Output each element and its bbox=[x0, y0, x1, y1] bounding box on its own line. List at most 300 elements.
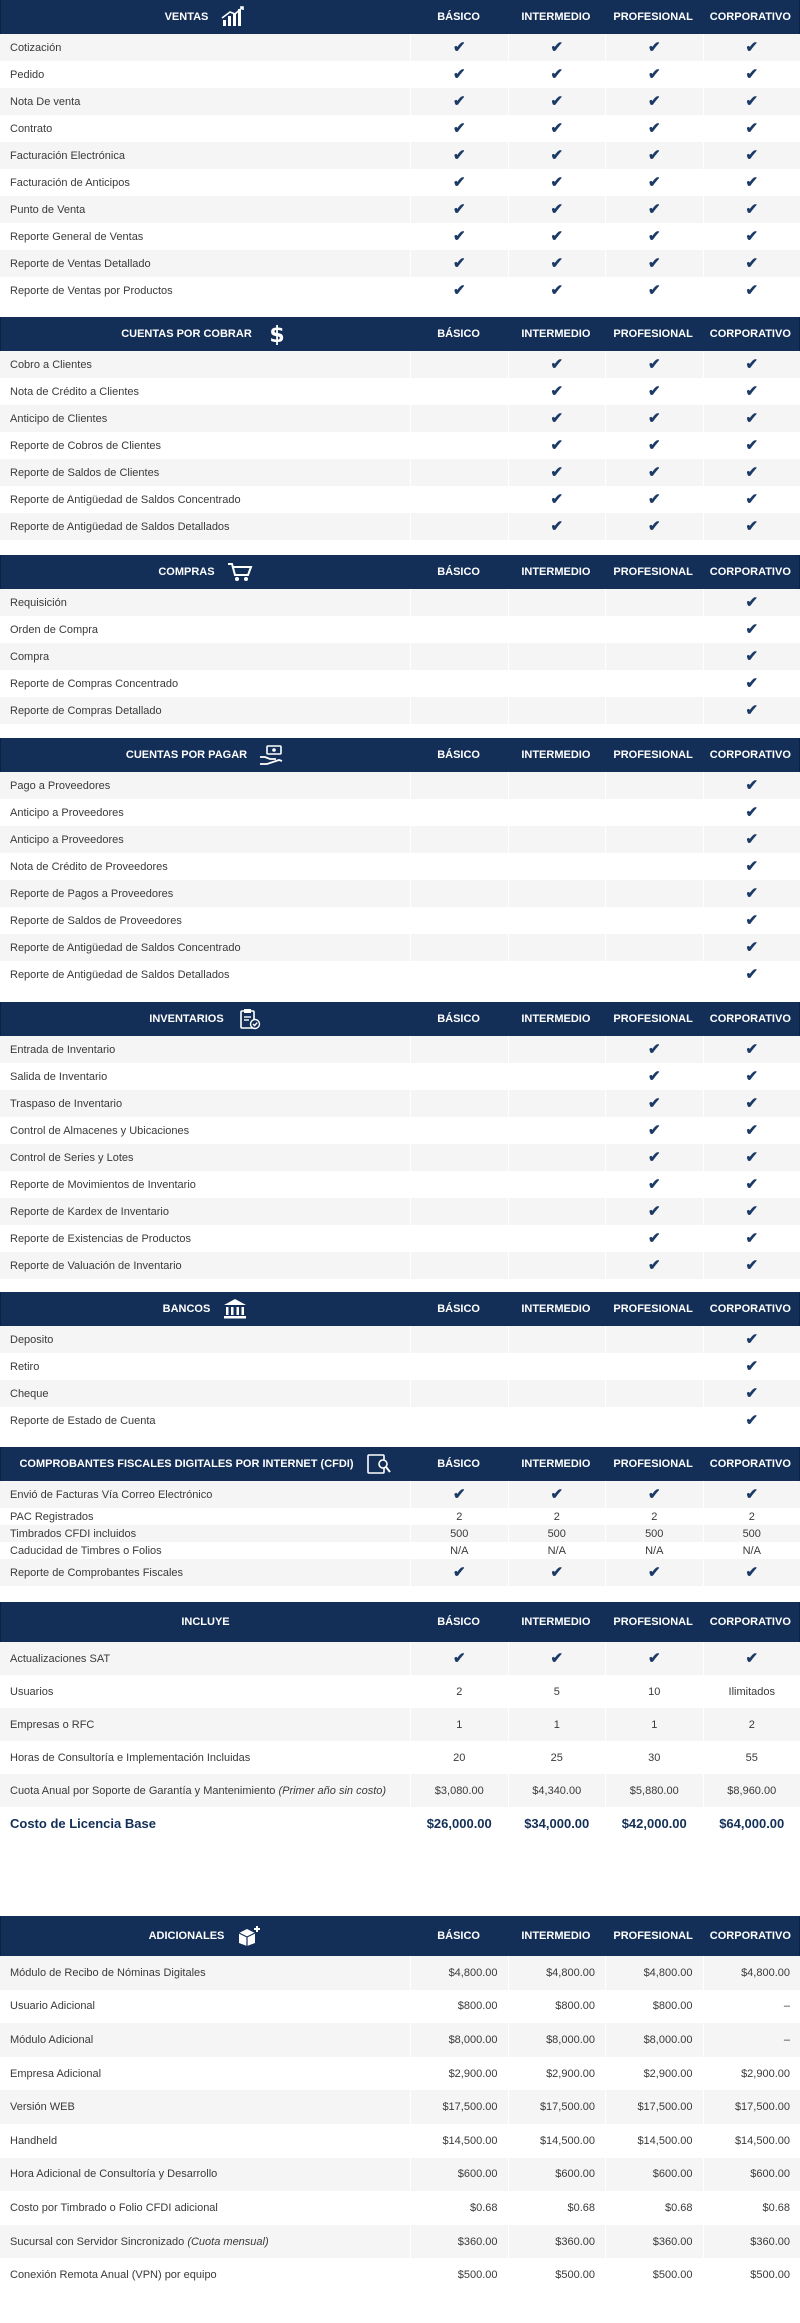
cell-value: $2,900.00 bbox=[448, 2067, 498, 2080]
cell-value: $600.00 bbox=[750, 2168, 790, 2181]
plan-cell bbox=[508, 2090, 606, 2124]
plan-cell bbox=[703, 2158, 800, 2192]
plan-cell bbox=[703, 880, 800, 907]
plan-cell bbox=[703, 1956, 800, 1990]
checkmark-icon: ✔ bbox=[550, 255, 564, 272]
row-label-text: Reporte de Compras Concentrado bbox=[10, 677, 179, 690]
checkmark-icon: ✔ bbox=[647, 201, 661, 218]
row-label-text: Costo por Timbrado o Folio CFDI adicional bbox=[10, 2201, 218, 2214]
plan-cell bbox=[508, 1642, 606, 1675]
checkmark-icon: ✔ bbox=[452, 39, 466, 56]
row-label bbox=[0, 42, 410, 54]
row-label-text: Anticipo de Clientes bbox=[10, 412, 108, 425]
plan-cell bbox=[605, 2124, 703, 2158]
row-label bbox=[0, 2202, 410, 2214]
cell-value: $8,000.00 bbox=[643, 2033, 693, 2046]
plan-cell bbox=[703, 61, 800, 88]
plan-cell bbox=[410, 1542, 508, 1559]
plan-cell bbox=[410, 1525, 508, 1542]
section-header bbox=[0, 1602, 800, 1642]
row-label bbox=[0, 1567, 410, 1579]
plan-cell bbox=[605, 223, 703, 250]
row-label bbox=[0, 1388, 410, 1400]
plan-cell bbox=[508, 142, 606, 169]
plan-cell bbox=[410, 772, 508, 799]
row-label-text: Requisición bbox=[10, 596, 67, 609]
table-row bbox=[0, 961, 800, 988]
row-label bbox=[0, 2269, 410, 2281]
checkmark-icon: ✔ bbox=[745, 1203, 759, 1220]
checkmark-icon: ✔ bbox=[745, 93, 759, 110]
col-header: CORPORATIVO bbox=[709, 328, 791, 340]
row-label bbox=[0, 96, 410, 108]
col-header: INTERMEDIO bbox=[521, 1013, 591, 1025]
row-label-text: Cheque bbox=[10, 1387, 49, 1400]
checkmark-icon: ✔ bbox=[745, 228, 759, 245]
plan-cell bbox=[703, 1675, 800, 1708]
col-header: INTERMEDIO bbox=[521, 566, 591, 578]
table-row bbox=[0, 513, 800, 540]
cell-value: $600.00 bbox=[457, 2168, 498, 2181]
checkmark-icon: ✔ bbox=[550, 356, 564, 373]
bank-icon bbox=[222, 1298, 248, 1320]
plan-cell bbox=[605, 61, 703, 88]
col-header: PROFESIONAL bbox=[613, 1458, 693, 1470]
plan-cell bbox=[410, 1481, 508, 1508]
checkmark-icon: ✔ bbox=[452, 174, 466, 191]
checkmark-icon: ✔ bbox=[745, 1412, 759, 1429]
row-label bbox=[0, 834, 410, 846]
table-row bbox=[0, 142, 800, 169]
plan-cell bbox=[605, 1063, 703, 1090]
invoice-search-icon bbox=[366, 1453, 392, 1475]
table-row bbox=[0, 853, 800, 880]
cell-value: 2 bbox=[456, 1510, 463, 1523]
plan-cell bbox=[605, 459, 703, 486]
col-header: BÁSICO bbox=[437, 11, 480, 23]
col-header: BÁSICO bbox=[437, 1458, 480, 1470]
plan-cell bbox=[508, 799, 606, 826]
plan-cell bbox=[703, 697, 800, 724]
plan-cell bbox=[410, 61, 508, 88]
table-row bbox=[0, 799, 800, 826]
row-label-text: Módulo Adicional bbox=[10, 2033, 94, 2046]
table-row bbox=[0, 2225, 800, 2259]
section-title: BANCOS bbox=[162, 1303, 211, 1315]
cell-value: $2,900.00 bbox=[741, 2067, 790, 2080]
plan-cell bbox=[703, 378, 800, 405]
row-label-text: Nota de Crédito de Proveedores bbox=[10, 860, 168, 873]
plan-cell bbox=[508, 961, 606, 988]
col-header: CORPORATIVO bbox=[709, 11, 791, 23]
cell-value: $17,500.00 bbox=[442, 2101, 498, 2114]
checkmark-icon: ✔ bbox=[745, 1095, 759, 1112]
row-label-text: Salida de Inventario bbox=[10, 1070, 108, 1083]
plan-cell bbox=[703, 1708, 800, 1741]
section-header bbox=[0, 1916, 800, 1956]
table-row bbox=[0, 670, 800, 697]
plan-cell bbox=[605, 826, 703, 853]
col-header: INTERMEDIO bbox=[521, 749, 591, 761]
section-body bbox=[0, 1481, 800, 1586]
col-header: PROFESIONAL bbox=[613, 749, 693, 761]
plan-cell bbox=[410, 1380, 508, 1407]
plan-cell bbox=[410, 880, 508, 907]
plan-cell bbox=[605, 1117, 703, 1144]
table-row bbox=[0, 1063, 800, 1090]
cell-value: $0.68 bbox=[469, 2201, 498, 2214]
plan-cell bbox=[703, 1225, 800, 1252]
cell-value: $4,800.00 bbox=[741, 1966, 790, 1979]
checkmark-icon: ✔ bbox=[647, 1068, 661, 1085]
row-label bbox=[0, 413, 410, 425]
row-label-text: Facturación Electrónica bbox=[10, 149, 125, 162]
hand-money-icon bbox=[259, 744, 285, 766]
plan-cell bbox=[605, 1225, 703, 1252]
checkmark-icon: ✔ bbox=[452, 66, 466, 83]
checkmark-icon: ✔ bbox=[647, 1149, 661, 1166]
section-header bbox=[0, 0, 800, 34]
cell-value: 30 bbox=[648, 1751, 661, 1764]
plan-cell bbox=[703, 826, 800, 853]
plan-cell bbox=[703, 2258, 800, 2292]
row-label bbox=[0, 1334, 410, 1346]
checkmark-icon: ✔ bbox=[647, 410, 661, 427]
checkmark-icon: ✔ bbox=[647, 1650, 661, 1667]
table-row bbox=[0, 1380, 800, 1407]
plan-cell bbox=[508, 2258, 606, 2292]
plan-cell bbox=[508, 34, 606, 61]
checkmark-icon: ✔ bbox=[452, 255, 466, 272]
plan-cell bbox=[508, 2191, 606, 2225]
plan-cell bbox=[703, 142, 800, 169]
checkmark-icon: ✔ bbox=[550, 410, 564, 427]
table-row bbox=[0, 2124, 800, 2158]
plan-cell bbox=[508, 2057, 606, 2091]
plan-cell bbox=[508, 405, 606, 432]
plan-cell bbox=[508, 1198, 606, 1225]
plan-cell bbox=[605, 2023, 703, 2057]
row-label bbox=[0, 2068, 410, 2080]
row-label bbox=[0, 1528, 410, 1540]
cell-value: $3,080.00 bbox=[434, 1784, 484, 1797]
row-label bbox=[0, 231, 410, 243]
cell-value: $500.00 bbox=[750, 2269, 790, 2282]
plan-cell bbox=[605, 1252, 703, 1279]
plan-cell bbox=[605, 961, 703, 988]
cell-value: $800.00 bbox=[555, 2000, 595, 2013]
table-row bbox=[0, 589, 800, 616]
row-label bbox=[0, 1785, 410, 1797]
plan-cell bbox=[508, 115, 606, 142]
plan-cell bbox=[703, 2225, 800, 2259]
row-label bbox=[0, 2000, 410, 2012]
checkmark-icon: ✔ bbox=[647, 464, 661, 481]
plan-cell bbox=[410, 934, 508, 961]
row-label-text: Control de Almacenes y Ubicaciones bbox=[10, 1124, 190, 1137]
plan-cell bbox=[605, 2191, 703, 2225]
table-row bbox=[0, 1708, 800, 1741]
table-row bbox=[0, 1481, 800, 1508]
plan-cell bbox=[605, 2258, 703, 2292]
plan-cell bbox=[508, 432, 606, 459]
cell-value: $8,960.00 bbox=[727, 1784, 777, 1797]
total-label: Costo de Licencia Base bbox=[10, 1816, 156, 1831]
plan-cell bbox=[703, 1407, 800, 1434]
row-label bbox=[0, 285, 410, 297]
table-row bbox=[0, 2057, 800, 2091]
checkmark-icon: ✔ bbox=[745, 1122, 759, 1139]
checkmark-icon: ✔ bbox=[550, 66, 564, 83]
cell-value: $14,500.00 bbox=[539, 2134, 595, 2147]
plan-cell bbox=[605, 799, 703, 826]
section-compras bbox=[0, 555, 800, 724]
row-label bbox=[0, 69, 410, 81]
plan-cell bbox=[508, 2023, 606, 2057]
row-label-text: Orden de Compra bbox=[10, 623, 99, 636]
cell-value: $360.00 bbox=[457, 2235, 498, 2248]
row-label bbox=[0, 359, 410, 371]
plan-cell bbox=[605, 1481, 703, 1508]
table-row bbox=[0, 1036, 800, 1063]
row-label-text: Facturación de Anticipos bbox=[10, 176, 130, 189]
cell-value: $5,880.00 bbox=[629, 1784, 679, 1797]
row-label-text: Actualizaciones SAT bbox=[10, 1652, 111, 1665]
row-label bbox=[0, 1361, 410, 1373]
row-label bbox=[0, 942, 410, 954]
plan-cell bbox=[410, 2023, 508, 2057]
checkmark-icon: ✔ bbox=[452, 93, 466, 110]
cell-value: $500.00 bbox=[555, 2269, 595, 2282]
cell-value: $360.00 bbox=[652, 2235, 693, 2248]
plan-cell bbox=[605, 1990, 703, 2024]
plan-cell bbox=[605, 2090, 703, 2124]
plan-cell bbox=[703, 2191, 800, 2225]
plan-cell bbox=[410, 1559, 508, 1586]
plan-cell bbox=[410, 1990, 508, 2024]
plan-cell bbox=[703, 115, 800, 142]
plan-cell bbox=[508, 223, 606, 250]
section-body bbox=[0, 589, 800, 724]
total-price: $26,000.00 bbox=[410, 1807, 508, 1840]
plan-cell bbox=[410, 1036, 508, 1063]
plan-cell bbox=[703, 1090, 800, 1117]
plan-cell bbox=[410, 88, 508, 115]
table-row bbox=[0, 1407, 800, 1434]
checkmark-icon: ✔ bbox=[647, 437, 661, 454]
col-header: PROFESIONAL bbox=[613, 328, 693, 340]
plan-cell bbox=[410, 277, 508, 304]
plan-cell bbox=[605, 1380, 703, 1407]
table-row bbox=[0, 1117, 800, 1144]
checkmark-icon: ✔ bbox=[550, 174, 564, 191]
checkmark-icon: ✔ bbox=[745, 621, 759, 638]
plan-cell bbox=[410, 34, 508, 61]
checkmark-icon: ✔ bbox=[647, 1203, 661, 1220]
plan-cell bbox=[605, 277, 703, 304]
col-header: PROFESIONAL bbox=[613, 1616, 693, 1628]
plan-cell bbox=[703, 2090, 800, 2124]
plan-cell bbox=[605, 88, 703, 115]
table-row bbox=[0, 1675, 800, 1708]
plan-cell bbox=[508, 1774, 606, 1807]
cell-value: 2 bbox=[651, 1510, 658, 1523]
plan-cell bbox=[410, 1741, 508, 1774]
row-label bbox=[0, 597, 410, 609]
section-title: COMPRAS bbox=[158, 566, 215, 578]
checkmark-icon: ✔ bbox=[550, 1650, 564, 1667]
plan-cell bbox=[605, 34, 703, 61]
plan-cell bbox=[508, 1481, 606, 1508]
row-label-text: Deposito bbox=[10, 1333, 54, 1346]
row-label-text: Reporte de Estado de Cuenta bbox=[10, 1414, 156, 1427]
plan-cell bbox=[410, 1956, 508, 1990]
plan-cell bbox=[508, 169, 606, 196]
plan-cell bbox=[410, 1144, 508, 1171]
checkmark-icon: ✔ bbox=[745, 282, 759, 299]
checkmark-icon: ✔ bbox=[745, 39, 759, 56]
plan-cell bbox=[703, 1741, 800, 1774]
table-row bbox=[0, 934, 800, 961]
plan-cell bbox=[508, 196, 606, 223]
plan-cell bbox=[508, 513, 606, 540]
plan-cell bbox=[605, 1741, 703, 1774]
plan-cell bbox=[410, 1326, 508, 1353]
plan-cell bbox=[410, 2258, 508, 2292]
plan-cell bbox=[605, 486, 703, 513]
checkmark-icon: ✔ bbox=[745, 675, 759, 692]
plan-cell bbox=[508, 1252, 606, 1279]
plan-cell bbox=[508, 459, 606, 486]
checkmark-icon: ✔ bbox=[647, 93, 661, 110]
plan-cell bbox=[605, 643, 703, 670]
row-label-text: Empresas o RFC bbox=[10, 1718, 95, 1731]
plan-cell bbox=[410, 2225, 508, 2259]
plan-cell bbox=[703, 277, 800, 304]
checkmark-icon: ✔ bbox=[550, 93, 564, 110]
row-label bbox=[0, 1686, 410, 1698]
row-label-text: Versión WEB bbox=[10, 2101, 75, 2114]
checkmark-icon: ✔ bbox=[647, 228, 661, 245]
row-label-text: Envió de Facturas Vía Correo Electrónico bbox=[10, 1488, 213, 1501]
cell-value: 500 bbox=[645, 1527, 664, 1540]
plan-cell bbox=[605, 772, 703, 799]
plan-cell bbox=[508, 1380, 606, 1407]
plan-cell bbox=[410, 2158, 508, 2192]
table-row bbox=[0, 2023, 800, 2057]
plan-cell bbox=[508, 697, 606, 724]
plan-cell bbox=[508, 1063, 606, 1090]
section-title: CUENTAS POR COBRAR bbox=[121, 328, 252, 340]
plan-cell bbox=[508, 1675, 606, 1708]
table-row bbox=[0, 2191, 800, 2225]
row-label bbox=[0, 1152, 410, 1164]
col-header: BÁSICO bbox=[437, 749, 480, 761]
section-title: INCLUYE bbox=[181, 1616, 230, 1628]
checkmark-icon: ✔ bbox=[745, 1149, 759, 1166]
checkmark-icon: ✔ bbox=[745, 491, 759, 508]
cell-value: $4,340.00 bbox=[532, 1784, 582, 1797]
col-header: CORPORATIVO bbox=[709, 1616, 791, 1628]
col-header: INTERMEDIO bbox=[521, 1458, 591, 1470]
plan-cell bbox=[605, 405, 703, 432]
plan-cell bbox=[605, 907, 703, 934]
checkmark-icon: ✔ bbox=[452, 201, 466, 218]
row-label-text: Traspaso de Inventario bbox=[10, 1097, 123, 1110]
plan-cell bbox=[508, 1171, 606, 1198]
cell-value: 10 bbox=[648, 1685, 661, 1698]
col-header: CORPORATIVO bbox=[709, 1013, 791, 1025]
checkmark-icon: ✔ bbox=[647, 147, 661, 164]
plan-cell bbox=[605, 670, 703, 697]
plan-cell bbox=[410, 250, 508, 277]
plan-cell bbox=[410, 697, 508, 724]
plan-cell bbox=[508, 277, 606, 304]
plan-cell bbox=[605, 934, 703, 961]
row-label-text: Reporte de Cobros de Clientes bbox=[10, 439, 162, 452]
plan-cell bbox=[508, 1407, 606, 1434]
row-label bbox=[0, 624, 410, 636]
row-label-text: Compra bbox=[10, 650, 50, 663]
plan-cell bbox=[508, 1326, 606, 1353]
row-label bbox=[0, 678, 410, 690]
checkmark-icon: ✔ bbox=[745, 594, 759, 611]
row-label bbox=[0, 1260, 410, 1272]
plan-cell bbox=[508, 2158, 606, 2192]
plan-cell bbox=[703, 1380, 800, 1407]
plan-cell bbox=[605, 589, 703, 616]
plan-cell bbox=[508, 88, 606, 115]
plan-cell bbox=[410, 1774, 508, 1807]
cell-value: 1 bbox=[456, 1718, 463, 1731]
box-plus-icon bbox=[236, 1925, 262, 1947]
cell-value: Ilimitados bbox=[728, 1685, 775, 1698]
plan-cell bbox=[605, 1407, 703, 1434]
plan-cell bbox=[410, 961, 508, 988]
plan-cell bbox=[508, 907, 606, 934]
plan-cell bbox=[703, 513, 800, 540]
checkmark-icon: ✔ bbox=[647, 1041, 661, 1058]
plan-cell bbox=[703, 799, 800, 826]
row-note: (Cuota mensual) bbox=[187, 2235, 269, 2248]
cell-value: 5 bbox=[553, 1685, 560, 1698]
table-row bbox=[0, 1559, 800, 1586]
plan-cell bbox=[410, 432, 508, 459]
plan-cell bbox=[410, 799, 508, 826]
col-header: INTERMEDIO bbox=[521, 1303, 591, 1315]
checkmark-icon: ✔ bbox=[745, 1331, 759, 1348]
section-body bbox=[0, 1956, 800, 2292]
checkmark-icon: ✔ bbox=[550, 1486, 564, 1503]
plan-cell bbox=[703, 772, 800, 799]
plan-cell bbox=[605, 1542, 703, 1559]
cell-value: $600.00 bbox=[652, 2168, 693, 2181]
plan-cell bbox=[508, 1542, 606, 1559]
row-label-text: PAC Registrados bbox=[10, 1510, 94, 1523]
cell-value: $2,900.00 bbox=[643, 2067, 693, 2080]
plan-cell bbox=[703, 486, 800, 513]
plan-cell bbox=[605, 1559, 703, 1586]
section-header bbox=[0, 555, 800, 589]
cell-value: $14,500.00 bbox=[442, 2134, 498, 2147]
row-label bbox=[0, 780, 410, 792]
section-title: CUENTAS POR PAGAR bbox=[125, 749, 248, 761]
table-row bbox=[0, 432, 800, 459]
row-label bbox=[0, 1179, 410, 1191]
cell-value: $8,000.00 bbox=[448, 2033, 498, 2046]
row-label bbox=[0, 861, 410, 873]
cell-value: $4,800.00 bbox=[448, 1966, 498, 1979]
